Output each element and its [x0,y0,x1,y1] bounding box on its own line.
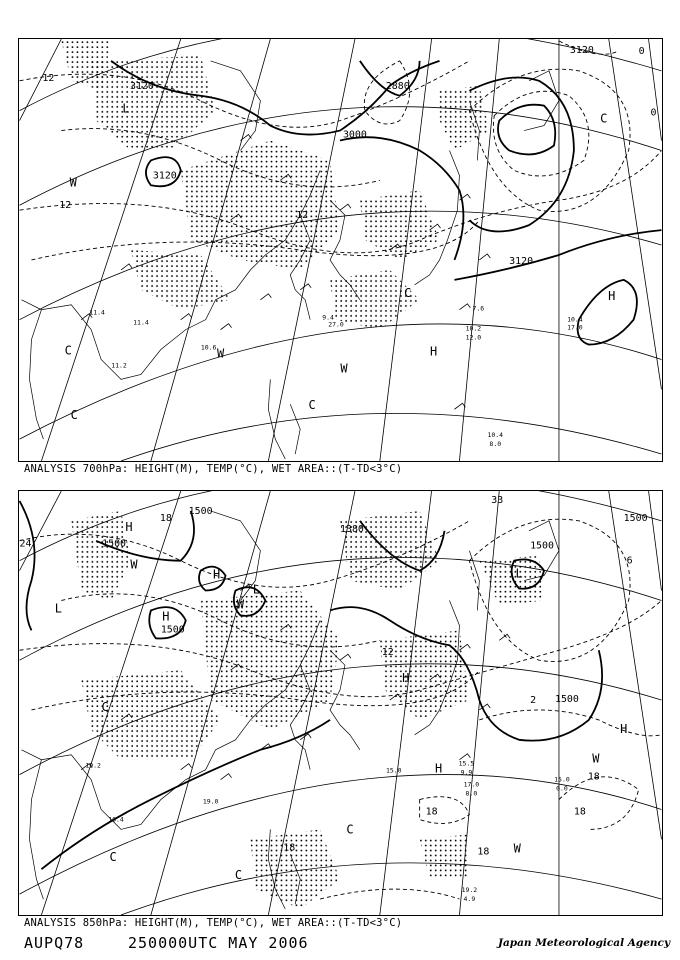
station-value: 16.4 [108,815,124,824]
pressure-center-label: H [212,567,221,582]
contour-value-label: 3000 [342,129,367,141]
contour-value-label: 0 [650,107,657,119]
station-value: 10.6 [200,343,217,352]
pressure-center-label: C [346,822,354,837]
station-value: 8.0 [465,789,478,798]
station-value: 12.0 [465,333,482,342]
caption-700hpa: ANALYSIS 700hPa: HEIGHT(M), TEMP(°C), WET AREA::(T-TD<3°C) [24,463,403,475]
contour-value-label: 2880 [385,80,410,92]
agency-name: Japan Meteorological Agency [498,937,671,949]
station-value: 15.0 [385,766,402,775]
pressure-center-label: C [101,699,109,714]
bulletin-code: AUPQ78 [24,934,85,952]
station-value: 17.0 [567,323,583,332]
caption-850hpa: ANALYSIS 850hPa: HEIGHT(M), TEMP(°C), WET AREA::(T-TD<3°C) [24,917,403,929]
contour-value-label: 12 [42,72,55,84]
contour-value-label: 3120 [152,170,177,182]
pressure-center-label: W [216,346,225,361]
station-value: 17.0 [463,780,480,789]
pressure-center-label: C [600,111,608,126]
pressure-center-label: L [54,601,62,616]
contour-value-label: 24 [19,538,32,550]
contour-value-label: 18 [283,842,296,854]
pressure-center-label: C [404,285,412,300]
pressure-center-label: C [234,868,243,883]
wet-areas [61,41,489,330]
pressure-center-label: C [64,343,72,358]
contour-value-label: 1500 [530,540,555,552]
contour-value-label: 18 [587,771,600,783]
contour-value-label: 12 [59,200,72,212]
pressure-center-label: W [236,597,245,612]
pressure-center-label: H [434,761,443,776]
contour-value-label: 1500 [623,512,648,524]
contour-value-label: 1380 [339,523,364,535]
contour-value-label: 1500 [160,624,185,636]
pressure-center-label: L [515,566,523,581]
pressure-center-label: W [592,751,600,766]
station-value: 4.9 [463,895,476,904]
station-value: 27.0 [328,320,344,329]
contour-value-label: 18 [477,846,490,858]
pressure-center-label: L [122,101,130,116]
pressure-center-label: W [130,557,138,572]
wet-areas [71,511,544,909]
map-panel-850hpa [18,490,663,916]
pressure-center-label: W [513,841,521,856]
station-value: 9.4 [322,313,334,322]
station-value: 11.2 [111,361,127,370]
station-value: 19.2 [85,761,101,770]
station-value: 19.0 [202,797,219,806]
contour-value-label: 33 [491,494,504,506]
station-value: 11.4 [133,318,149,327]
station-value: 15.5 [458,759,475,768]
pressure-center-label: C [70,408,78,423]
station-value: 11.4 [89,308,105,317]
pressure-center-label: W [340,361,348,376]
pressure-center-label: C [109,850,117,865]
station-value: 8.0 [489,440,502,449]
contour-value-label: 3120 [569,44,594,56]
contour-value-label: 12 [381,647,394,659]
contour-value-label: 1500 [554,694,579,706]
contour-value-label: 3120 [509,255,534,267]
pressure-center-label: C [308,398,316,413]
station-value: 15.0 [554,775,570,784]
contour-value-label: 1500 [102,538,127,550]
contour-value-label: 18 [159,512,172,524]
pressure-center-label: H [620,721,628,736]
station-value: 10.2 [465,324,482,333]
map-850hpa-svg [19,491,662,915]
map-panel-700hpa [18,38,663,462]
pressure-center-label: W [69,175,77,190]
pressure-center-label: L [252,582,260,597]
station-value: 10.4 [487,431,504,440]
station-value: 10.4 [567,315,583,324]
pressure-center-label: H [429,344,438,359]
pressure-center-label: H [608,288,616,303]
contour-value-label: 3120 [129,80,154,92]
contour-value-label: 2 [530,695,537,706]
station-value: 7.6 [472,304,485,313]
map-700hpa-svg [19,39,662,461]
pressure-center-label: H [162,609,170,624]
pressure-center-label: H [125,519,133,534]
contour-value-label: 12 [296,210,309,222]
analysis-time: 250000UTC MAY 2006 [128,934,309,952]
contour-value-label: 1500 [188,505,213,517]
contour-value-label: 18 [573,806,586,818]
station-value: 0.0 [556,784,568,793]
contour-value-label: 18 [425,806,438,818]
contour-value-label: 0 [638,45,645,57]
pressure-center-label: H [402,671,410,686]
station-value: 9.9 [460,768,473,777]
contour-value-label: 6 [626,555,633,567]
station-value: 19.2 [461,886,478,895]
